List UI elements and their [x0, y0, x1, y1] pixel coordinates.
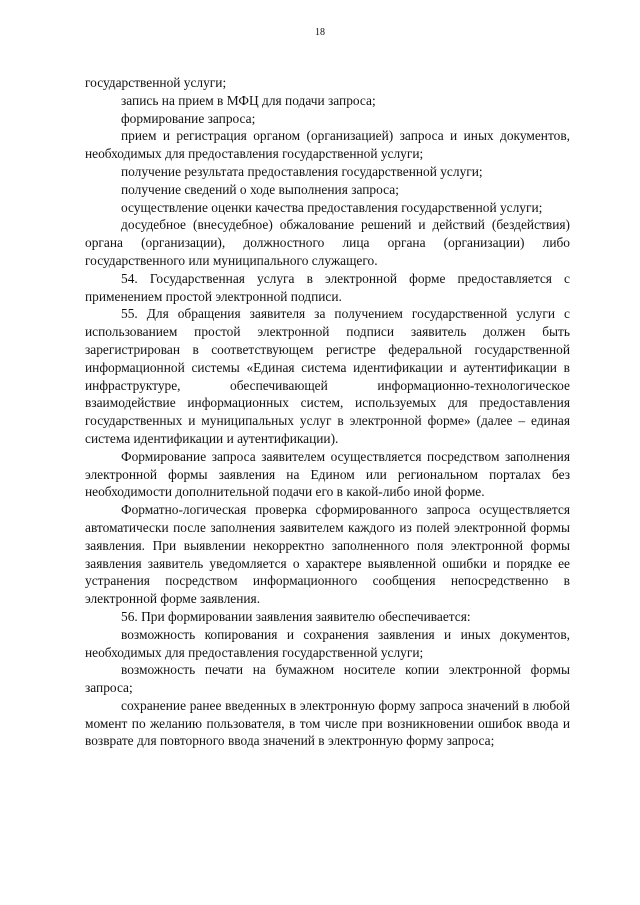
paragraph: Формирование запроса заявителем осуществляется посредством заполнения электронной формы заявления на Едином или региональном порталах без необходимости дополнительной подачи его в какой-либо иной форме.	[85, 448, 570, 500]
paragraph: досудебное (внесудебное) обжалование решений и действий (бездействия) органа (организации), должностного лица органа (организации) либо государственного или муниципального служащего.	[85, 217, 570, 268]
paragraph: государственной услуги;	[85, 75, 227, 90]
paragraph: возможность печати на бумажном носителе копии электронной формы запроса;	[85, 662, 570, 696]
paragraph-item-56: 56. При формировании заявления заявителю обеспечивается:	[121, 608, 471, 624]
page-number: 18	[315, 27, 325, 38]
paragraph: получение сведений о ходе выполнения запроса;	[121, 181, 399, 197]
paragraph: получение результата предоставления государственной услуги;	[121, 163, 483, 179]
paragraph: осуществление оценки качества предоставления государственной услуги;	[121, 199, 543, 215]
document-body	[85, 74, 570, 750]
paragraph: формирование запроса;	[121, 110, 256, 126]
paragraph: возможность копирования и сохранения заявления и иных документов, необходимых для предоставления государственной услуги;	[85, 626, 570, 660]
paragraph: запись на прием в МФЦ для подачи запроса;	[121, 92, 376, 108]
paragraph: Форматно-логическая проверка сформированного запроса осуществляется автоматически после заполнения заявителем каждого из полей электронной формы заявления. При выявлении некорректно заполненного поля электронной формы заявления заявитель уведомляется о характере выявленной ошибки и порядке ее устранения посредством информационного сообщения непосредственно в электронной форме заявления.	[85, 502, 570, 607]
paragraph-item-54: 54. Государственная услуга в электронной форме предоставляется с применением простой электронной подписи.	[85, 270, 570, 304]
paragraph-item-55: 55. Для обращения заявителя за получением государственной услуги с использованием простой электронной подписи заявитель должен быть зарегистрирован в соответствующем регистре федеральной государственной информационной системы «Единая система идентификации и аутентификации в инфраструктуре, обеспечивающей информационно-технологическое взаимодействие информационных систем, используемых для предоставления государственных и муниципальных услуг в электронной форме» (далее – единая система идентификации и аутентификации).	[85, 306, 570, 446]
paragraph: прием и регистрация органом (организацией) запроса и иных документов, необходимых для предоставления государственной услуги;	[85, 128, 570, 162]
paragraph: сохранение ранее введенных в электронную форму запроса значений в любой момент по желанию пользователя, в том числе при возникновении ошибок ввода и возврате для повторного ввода значений в электронную форму запроса;	[85, 697, 570, 749]
